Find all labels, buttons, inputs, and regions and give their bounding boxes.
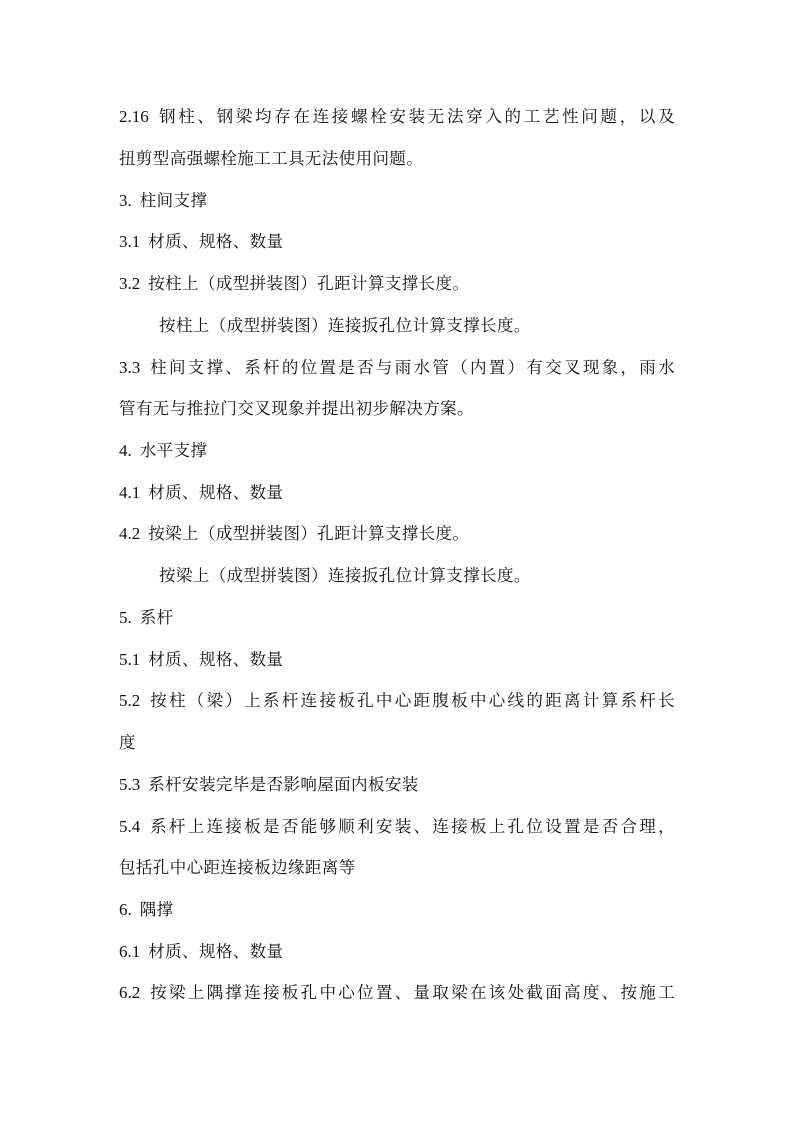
item-5-3 (119, 775, 419, 795)
item-number: 3.3 (119, 358, 141, 377)
line-text: 包括孔中心距连接板边缘距离等 (119, 858, 356, 877)
line-text: 材质、规格、数量 (148, 942, 284, 961)
item-4-2-continuation (159, 566, 531, 586)
line-text: 按梁上（成型拼装图）孔距计算支撑长度。 (148, 524, 470, 543)
section-title: 系杆 (139, 608, 174, 627)
item-2-16-line-1 (119, 107, 675, 127)
item-number: 5.3 (119, 775, 141, 794)
item-3-3-line-2 (119, 399, 474, 419)
item-number: 5.4 (119, 817, 141, 836)
item-number: 3.1 (119, 232, 141, 251)
line-text: 材质、规格、数量 (148, 483, 284, 502)
line-text: 度 (119, 733, 136, 752)
item-number: 2.16 (119, 107, 149, 126)
section-number: 4. (119, 441, 132, 460)
item-6-2-line-1 (119, 983, 675, 1003)
item-5-2-line-1 (119, 691, 675, 711)
line-text: 钢柱、钢梁均存在连接螺栓安装无法穿入的工艺性问题，以及 (156, 107, 675, 126)
item-3-2-continuation (159, 316, 531, 336)
item-5-4-line-2 (119, 858, 356, 878)
line-text: 按柱上（成型拼装图）孔距计算支撑长度。 (148, 274, 470, 293)
item-number: 5.2 (119, 691, 141, 710)
item-6-1 (119, 942, 283, 962)
line-text: 按柱（梁）上系杆连接板孔中心距腹板中心线的距离计算系杆长 (148, 691, 675, 710)
line-text: 管有无与推拉门交叉现象并提出初步解决方案。 (119, 399, 474, 418)
line-text: 柱间支撑、系杆的位置是否与雨水管（内置）有交叉现象，雨水 (148, 358, 675, 377)
item-4-2 (119, 524, 469, 544)
line-text: 按梁上（成型拼装图）连接扳孔位计算支撑长度。 (159, 566, 531, 585)
section-3-heading (119, 191, 207, 211)
section-title: 柱间支撑 (139, 191, 208, 210)
line-text: 材质、规格、数量 (148, 650, 284, 669)
item-3-3-line-1 (119, 358, 675, 378)
section-6-heading (119, 900, 174, 920)
item-3-1 (119, 232, 283, 252)
item-5-4-line-1 (119, 817, 675, 837)
item-3-2 (119, 274, 469, 294)
item-number: 5.1 (119, 650, 141, 669)
item-number: 4.1 (119, 483, 141, 502)
section-number: 3. (119, 191, 132, 210)
item-number: 6.2 (119, 983, 141, 1002)
item-2-16-line-2 (119, 149, 423, 169)
line-text: 材质、规格、数量 (148, 232, 284, 251)
item-4-1 (119, 483, 283, 503)
section-number: 6. (119, 900, 132, 919)
line-text: 扭剪型高强螺栓施工工具无法使用问题。 (119, 149, 424, 168)
section-4-heading (119, 441, 207, 461)
item-number: 3.2 (119, 274, 141, 293)
line-text: 系杆安装完毕是否影响屋面内板安装 (148, 775, 419, 794)
section-number: 5. (119, 608, 132, 627)
item-number: 6.1 (119, 942, 141, 961)
section-5-heading (119, 608, 174, 628)
line-text: 系杆上连接板是否能够顺利安装、连接板上孔位设置是否合理， (148, 817, 675, 836)
item-5-1 (119, 650, 283, 670)
section-title: 隅撑 (139, 900, 174, 919)
line-text: 按柱上（成型拼装图）连接扳孔位计算支撑长度。 (159, 316, 531, 335)
item-number: 4.2 (119, 524, 141, 543)
line-text: 按梁上隅撑连接板孔中心位置、量取梁在该处截面高度、按施工 (148, 983, 675, 1002)
item-5-2-line-2 (119, 733, 136, 753)
section-title: 水平支撑 (139, 441, 208, 460)
